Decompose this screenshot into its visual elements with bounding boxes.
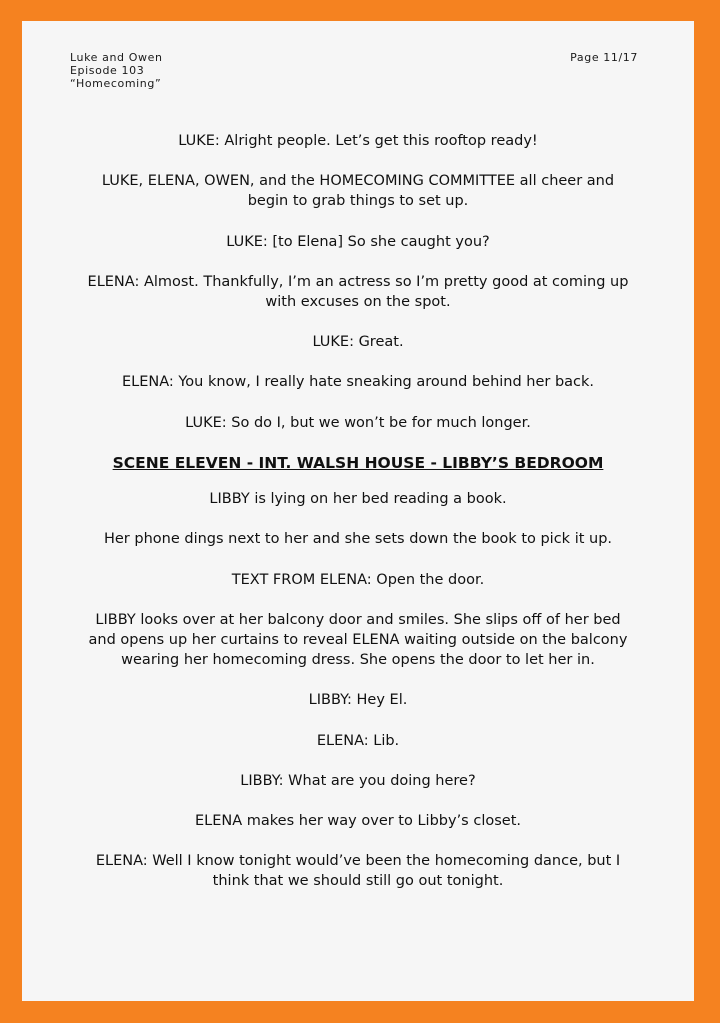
script-line: ELENA: Almost. Thankfully, I’m an actress so I’m pretty good at coming up with excuses on the spot. xyxy=(87,273,629,310)
script-line: TEXT FROM ELENA: Open the door. xyxy=(231,571,485,588)
episode-title: “Homecoming” xyxy=(70,77,162,90)
script-line: LIBBY: Hey El. xyxy=(308,692,408,709)
script-body xyxy=(84,131,632,912)
script-line: ELENA: Lib. xyxy=(316,732,400,749)
script-line: Her phone dings next to her and she sets down the book to pick it up. xyxy=(103,531,613,548)
script-line: LIBBY is lying on her bed reading a book. xyxy=(209,491,507,508)
script-line: LIBBY: What are you doing here? xyxy=(240,772,476,789)
script-line: LIBBY looks over at her balcony door and smiles. She slips off of her bed and opens up her curtains to reveal ELENA waiting outside on the balcony wearing her homecoming dress. She opens the door to let her in. xyxy=(88,611,628,668)
script-page xyxy=(22,21,694,1001)
script-line: ELENA: You know, I really hate sneaking around behind her back. xyxy=(121,374,595,391)
script-line: LUKE: Great. xyxy=(312,334,404,351)
episode-number: Episode 103 xyxy=(70,64,145,77)
script-line: LUKE: So do I, but we won’t be for much longer. xyxy=(185,414,531,431)
show-title: Luke and Owen xyxy=(70,51,163,64)
script-line: LUKE: Alright people. Let’s get this rooftop ready! xyxy=(178,133,538,149)
script-line: LUKE, ELENA, OWEN, and the HOMECOMING COMMITTEE all cheer and begin to grab things to set up. xyxy=(101,173,615,210)
page-header-left xyxy=(70,51,163,90)
page-number: Page 11/17 xyxy=(570,51,638,64)
scene-heading: SCENE ELEVEN - INT. WALSH HOUSE - LIBBY’S BEDROOM xyxy=(112,454,604,473)
script-line: ELENA makes her way over to Libby’s closet. xyxy=(195,813,521,830)
script-line: LUKE: [to Elena] So she caught you? xyxy=(226,233,490,250)
script-line: ELENA: Well I know tonight would’ve been the homecoming dance, but I think that we should still go out tonight. xyxy=(95,853,621,890)
